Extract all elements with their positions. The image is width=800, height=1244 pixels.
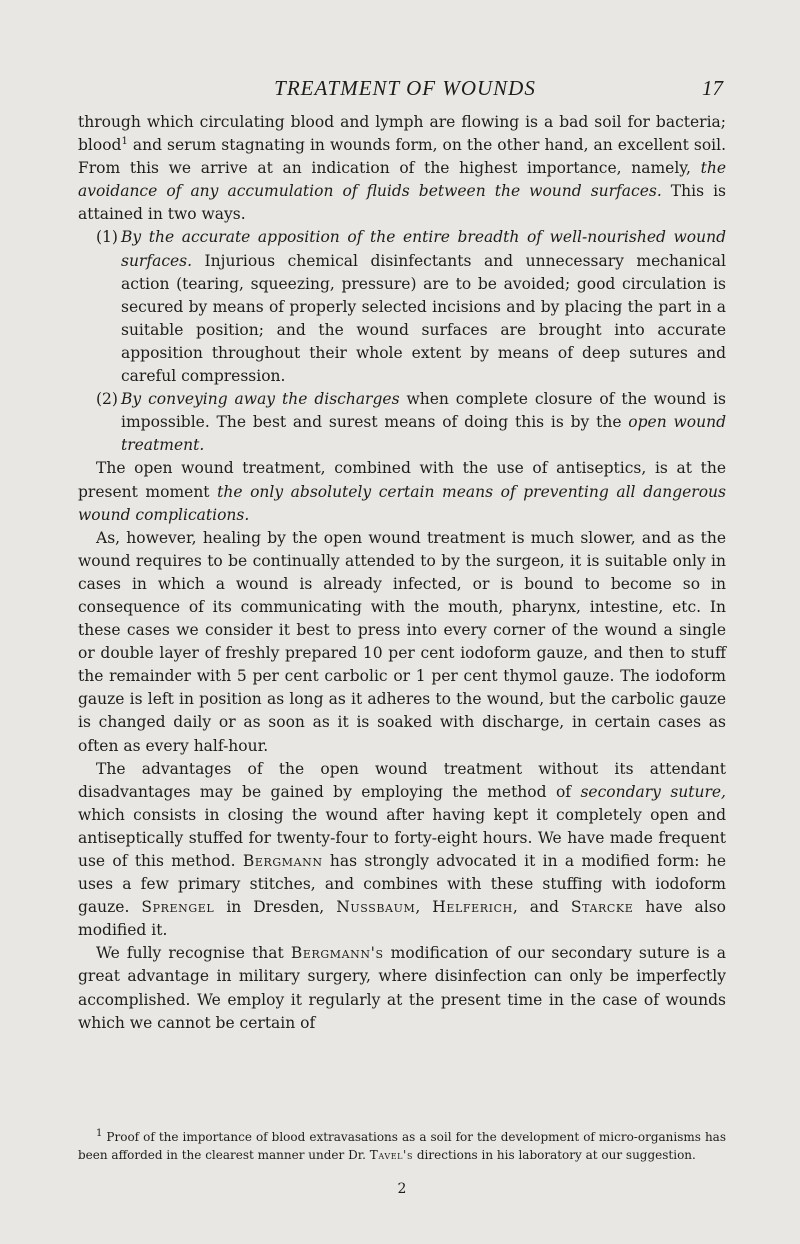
- text-run: Proof of the importance of blood extravasations as a soil for the development of micro-organisms has been afforded in the clearest manner under Dr.: [78, 1130, 726, 1162]
- author-name: Helferich: [432, 898, 513, 917]
- list-number-text: (1): [96, 228, 118, 247]
- list-number: [78, 226, 121, 249]
- running-title: TREATMENT OF WOUNDS: [274, 76, 536, 100]
- author-name: Bergmann: [242, 852, 323, 870]
- emphasis: the avoidance of any accumulation of fluids between the wound surfaces.: [78, 159, 726, 201]
- text-run: have also modified it.: [78, 898, 726, 940]
- footnote-ref: 1: [121, 135, 128, 147]
- list-number: [78, 388, 121, 411]
- text-run: which consists in closing the wound after having kept it completely open and antiseptically stuffed for twenty-four to forty-eight hours. We have made frequent use of this method.: [78, 805, 726, 870]
- paragraph-2: [78, 457, 726, 526]
- signature-mark: 2: [397, 1181, 407, 1197]
- author-name: Starcke: [570, 898, 634, 917]
- text-run: We fully recognise that: [96, 944, 291, 963]
- paragraph-3: As, however, healing by the open wound treatment is much slower, and as the wound requires to be continually attended to by the surgeon, it is suitable only in cases in which a wound is already infected, or is bound to become so in consequence of its communicating with the mouth, pharynx, intestine, etc. In these cases we consider it best to press into every corner of the wound a single or double layer of freshly prepared 10 per cent iodoform gauze, and then to stuff the remainder with 5 per cent carbolic or 1 per cent thymol gauze. The iodoform gauze is left in position as long as it adheres to the wound, but the carbolic gauze is changed daily or as soon as it is soaked with discharge, in certain cases as often as every half-hour.: [78, 528, 726, 755]
- text-run: , and: [512, 898, 571, 917]
- paragraph-5: [78, 942, 726, 1034]
- text-run: in Dresden,: [214, 898, 337, 917]
- text-run: when complete closure of the wound is impossible. The best and surest means of doing this is by the: [121, 390, 726, 432]
- emphasis: the only absolutely certain means of preventing all dangerous wound complications.: [78, 482, 726, 524]
- emphasis: open wound treatment.: [121, 413, 726, 455]
- text-run: through which circulating blood and lymph are flowing is a bad soil for bacteria; blood: [78, 113, 726, 155]
- text-run: and serum stagnating in wounds form, on the other hand, an excellent soil. From this we arrive at an indication of the highest importance, namely,: [78, 136, 726, 178]
- text-run: modification of our secondary suture is a great advantage in military surgery, where disinfection can only be imperfectly accomplished. We employ it regularly at the present time in the case of wounds which we cannot be certain of: [78, 944, 726, 1032]
- author-name: Nussbaum: [336, 898, 416, 917]
- footnotes: [78, 1128, 726, 1164]
- text-run: This is attained in two ways.: [78, 182, 726, 224]
- emphasis: By conveying away the discharges: [121, 390, 400, 409]
- text-run: has strongly advocated it in a modified form: he uses a few primary stitches, and combines with these stuffing with iodoform gauze.: [78, 852, 726, 917]
- text-run: ,: [415, 898, 433, 917]
- text-run: The advantages of the open wound treatment without its attendant disadvantages may be gained by employing the method of: [78, 759, 726, 801]
- running-head: [0, 70, 800, 106]
- paragraph-4: [78, 758, 726, 943]
- text-run: Injurious chemical disinfectants and unnecessary mechanical action (tearing, squeezing, pressure) are to be avoided; good circulation is secured by means of properly selected incisions and by placing the part in a suitable position; and the wound surfaces are brought into accurate apposition throughout their whole extent by means of deep sutures and careful compression.: [121, 251, 726, 386]
- author-name: Tavel's: [369, 1148, 414, 1162]
- emphasis: By the accurate apposition of the entire breadth of well-nourished wound surfaces.: [121, 228, 726, 270]
- body-text: [78, 111, 726, 1035]
- footnote-mark: 1: [96, 1128, 103, 1139]
- text-run: directions in his laboratory at our suggestion.: [413, 1148, 696, 1162]
- text-run: The open wound treatment, combined with the use of antiseptics, is at the present moment: [78, 459, 726, 501]
- footnote-1: [78, 1128, 726, 1164]
- list-item-1: [78, 226, 726, 388]
- list-number-text: (2): [96, 390, 118, 409]
- author-name: Bergmann's: [290, 944, 384, 963]
- author-name: Sprengel: [141, 898, 215, 917]
- list-item-2: [78, 388, 726, 457]
- paragraph-1: [78, 111, 726, 226]
- page-number: 17: [702, 76, 723, 100]
- emphasis: secondary suture,: [580, 782, 726, 801]
